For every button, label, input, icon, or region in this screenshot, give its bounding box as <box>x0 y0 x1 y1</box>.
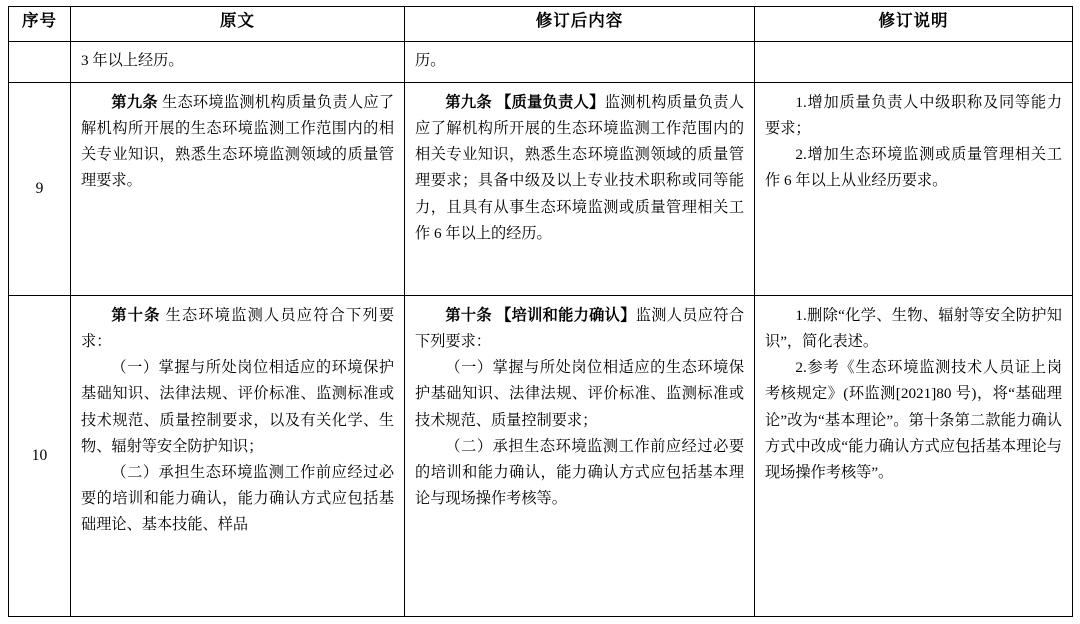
paragraph: 第十条 【培训和能力确认】监测人员应符合下列要求： <box>415 307 745 351</box>
column-header-no: 序号 <box>9 7 71 42</box>
cell-row-number <box>9 296 71 617</box>
paragraph: 1.删除“化学、生物、辐射等安全防护知识”，简化表述。 <box>765 307 1062 351</box>
paragraph: 历。 <box>415 52 446 69</box>
cell-note-text <box>755 296 1073 617</box>
column-header-revised: 修订后内容 <box>405 7 755 42</box>
table-row <box>9 83 1073 296</box>
paragraph: 3 年以上经历。 <box>81 52 184 69</box>
paragraph: 第九条 【质量负责人】监测机构质量负责人应了解机构所开展的生态环境监测工作范围内的相关专业知识，熟悉生态环境监测领域的质量管理要求；具备中级及以上专业技术职称或同等能力，且具有从事生态环境监测或质量管理相关工作 6 年以上的经历。 <box>415 94 745 242</box>
cell-original-text <box>71 42 405 83</box>
paragraph: （二）承担生态环境监测工作前应经过必要的培训和能力确认，能力确认方式应包括基础理论、基本技能、样品 <box>81 463 394 534</box>
table-header-row <box>9 7 1073 42</box>
paragraph: 2.增加生态环境监测或质量管理相关工作 6 年以上从业经历要求。 <box>765 146 1062 190</box>
row-number-text <box>9 42 70 54</box>
cell-original-text <box>71 83 405 296</box>
column-header-note: 修订说明 <box>755 7 1073 42</box>
paragraph: （一）掌握与所处岗位相适应的环境保护基础知识、法律法规、评价标准、监测标准或技术规范、质量控制要求，以及有关化学、生物、辐射等安全防护知识； <box>81 359 394 455</box>
paragraph: 第十条 生态环境监测人员应符合下列要求： <box>81 307 395 351</box>
cell-revised-text <box>405 83 755 296</box>
table-row <box>9 42 1073 83</box>
cell-revised-text <box>405 296 755 617</box>
cell-revised-text <box>405 42 755 83</box>
paragraph: 2.参考《生态环境监测技术人员证上岗考核规定》(环监测[2021]80 号)，将“基础理论”改为“基本理论”。第十条第二款能力确认方式中改成“能力确认方式应包括基本理论与现场操作考核等”。 <box>765 359 1062 481</box>
paragraph: （一）掌握与所处岗位相适应的生态环境保护基础知识、法律法规、评价标准、监测标准或技术规范、质量控制要求； <box>415 359 744 429</box>
revision-table <box>8 6 1073 617</box>
paragraph: （二）承担生态环境监测工作前应经过必要的培训和能力确认，能力确认方式应包括基本理论与现场操作考核等。 <box>415 437 744 507</box>
cell-row-number <box>9 42 71 83</box>
cell-row-number <box>9 83 71 296</box>
cell-note-text <box>755 83 1073 296</box>
cell-note-text <box>755 42 1073 83</box>
paragraph: 1.增加质量负责人中级职称及同等能力要求； <box>765 94 1062 138</box>
cell-original-text <box>71 296 405 617</box>
table-row <box>9 296 1073 617</box>
paragraph: 第九条 生态环境监测机构质量负责人应了解机构所开展的生态环境监测工作范围内的相关专业知识，熟悉生态环境监测领域的质量管理要求。 <box>81 94 395 190</box>
row-number-text: 10 <box>31 447 48 464</box>
column-header-original: 原文 <box>71 7 405 42</box>
table-body <box>9 42 1073 617</box>
row-number-text: 9 <box>35 180 44 197</box>
table-header <box>9 7 1073 42</box>
